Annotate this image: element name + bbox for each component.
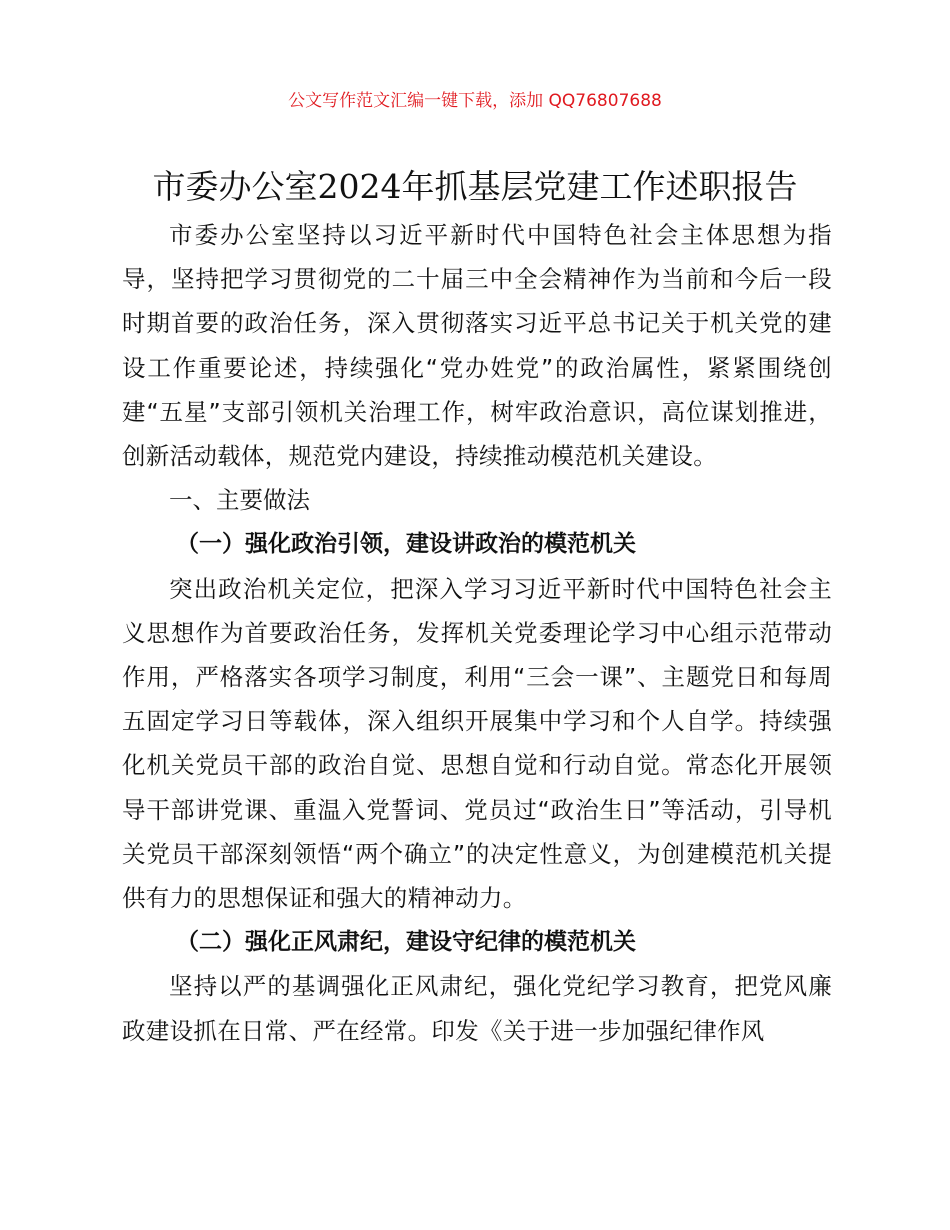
subsection-paragraph-political-leadership: 突出政治机关定位，把深入学习习近平新时代中国特色社会主义思想作为首要政治任务，发挥机关党委理论学习中心组示范带动作用，严格落实各项学习制度，利用“三会一课”、主题党日和每周五固定学习日等载体，深入组织开展集中学习和个人自学。持续强化机关党员干部的政治自觉、思想自觉和行动自觉。常态化开展领导干部讲党课、重温入党誓词、党员过“政治生日”等活动，引导机关党员干部深刻领悟“两个确立”的决定性意义，为创建模范机关提供有力的思想保证和强大的精神动力。 — [122, 574, 832, 913]
subsection-heading-discipline: （二）强化正风肃纪，建设守纪律的模范机关 — [176, 929, 636, 956]
subsection-paragraph-discipline: 坚持以严的基调强化正风肃纪，强化党纪学习教育，把党风廉政建设抓在日常、严在经常。印发《关于进一步加强纪律作风 — [122, 972, 832, 1045]
watermark-text: 公文写作范文汇编一键下载，添加 QQ76807688 — [288, 91, 662, 111]
section-heading-main-practices: 一、主要做法 — [169, 486, 310, 515]
document-title: 市委办公室2024年抓基层党建工作述职报告 — [152, 167, 798, 206]
intro-paragraph: 市委办公室坚持以习近平新时代中国特色社会主体思想为指导，坚持把学习贯彻党的二十届三中全会精神作为当前和今后一段时期首要的政治任务，深入贯彻落实习近平总书记关于机关党的建设工作重要论述，持续强化“党办姓党”的政治属性，紧紧围绕创建“五星”支部引领机关治理工作，树牢政治意识，高位谋划推进，创新活动载体，规范党内建设，持续推动模范机关建设。 — [122, 221, 832, 471]
document-body — [122, 213, 832, 1053]
subsection-heading-political-leadership: （一）强化政治引领，建设讲政治的模范机关 — [176, 531, 636, 558]
